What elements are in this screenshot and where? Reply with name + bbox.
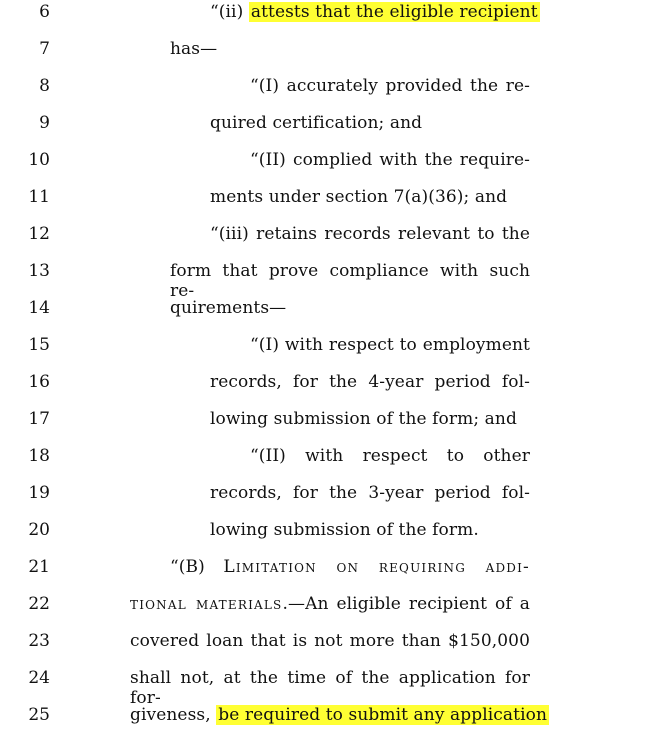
line-text: has— xyxy=(170,39,218,59)
line-number: 17 xyxy=(28,409,50,429)
line-text: form that prove compliance with such re- xyxy=(170,261,530,301)
line-text: records, for the 4-year period fol- xyxy=(210,372,530,392)
bill-line xyxy=(0,407,661,444)
line-text: records, for the 3-year period fol- xyxy=(210,483,530,503)
line-text: covered loan that is not more than $150,000 xyxy=(130,631,530,651)
line-text-pre: giveness, xyxy=(130,705,217,725)
line-number: 10 xyxy=(28,150,50,170)
highlighted-text: attests that the eligible recipient xyxy=(250,2,538,22)
line-text-pre: “(B) xyxy=(170,557,224,577)
line-text-pre: “(ii) xyxy=(210,2,249,22)
line-text: quirements— xyxy=(170,298,287,318)
line-text: “(II) complied with the require- xyxy=(250,150,530,170)
line-text xyxy=(170,557,530,577)
bill-line xyxy=(0,481,661,518)
bill-line xyxy=(0,222,661,259)
line-text: ments under section 7(a)(36); and xyxy=(210,187,508,207)
line-text: lowing submission of the form; and xyxy=(210,409,517,429)
bill-line xyxy=(0,666,661,708)
line-text: “(II) with respect to other xyxy=(250,446,530,466)
bill-line xyxy=(0,259,661,301)
line-number: 14 xyxy=(28,298,50,318)
bill-line xyxy=(0,0,661,37)
line-number: 18 xyxy=(28,446,50,466)
section-heading: tional materials xyxy=(130,594,283,614)
bill-line xyxy=(0,629,661,666)
line-text: “(I) with respect to employment xyxy=(250,335,530,355)
highlighted-text: be required to submit any application xyxy=(218,705,548,725)
line-text: shall not, at the time of the application for for- xyxy=(130,668,530,708)
line-number: 13 xyxy=(28,261,50,281)
bill-line xyxy=(0,333,661,370)
line-number: 24 xyxy=(28,668,50,688)
line-text: “(I) accurately provided the re- xyxy=(250,76,530,96)
bill-line xyxy=(0,703,661,740)
bill-line xyxy=(0,37,661,74)
line-text xyxy=(130,594,530,614)
line-number: 21 xyxy=(28,557,50,577)
bill-line xyxy=(0,111,661,148)
line-number: 8 xyxy=(39,76,50,96)
line-number: 7 xyxy=(39,39,50,59)
section-heading: Limitation on requiring addi- xyxy=(223,557,530,577)
line-number: 19 xyxy=(28,483,50,503)
line-text xyxy=(210,2,540,22)
bill-line xyxy=(0,296,661,333)
bill-line xyxy=(0,444,661,481)
line-text: lowing submission of the form. xyxy=(210,520,479,540)
line-number: 15 xyxy=(28,335,50,355)
line-number: 9 xyxy=(39,113,50,133)
line-number: 20 xyxy=(28,520,50,540)
bill-line xyxy=(0,148,661,185)
bill-line xyxy=(0,370,661,407)
line-text: quired certification; and xyxy=(210,113,423,133)
line-number: 6 xyxy=(39,2,50,22)
bill-line xyxy=(0,555,661,592)
line-text-post: .—An eligible recipient of a xyxy=(282,594,530,614)
line-number: 12 xyxy=(28,224,50,244)
bill-line xyxy=(0,518,661,555)
bill-line xyxy=(0,74,661,111)
line-number: 23 xyxy=(28,631,50,651)
line-text: “(iii) retains records relevant to the xyxy=(210,224,530,244)
line-number: 11 xyxy=(28,187,50,207)
line-number: 16 xyxy=(28,372,50,392)
bill-line xyxy=(0,592,661,629)
bill-line xyxy=(0,185,661,222)
line-text xyxy=(130,705,549,725)
line-number: 22 xyxy=(28,594,50,614)
line-number: 25 xyxy=(28,705,50,725)
